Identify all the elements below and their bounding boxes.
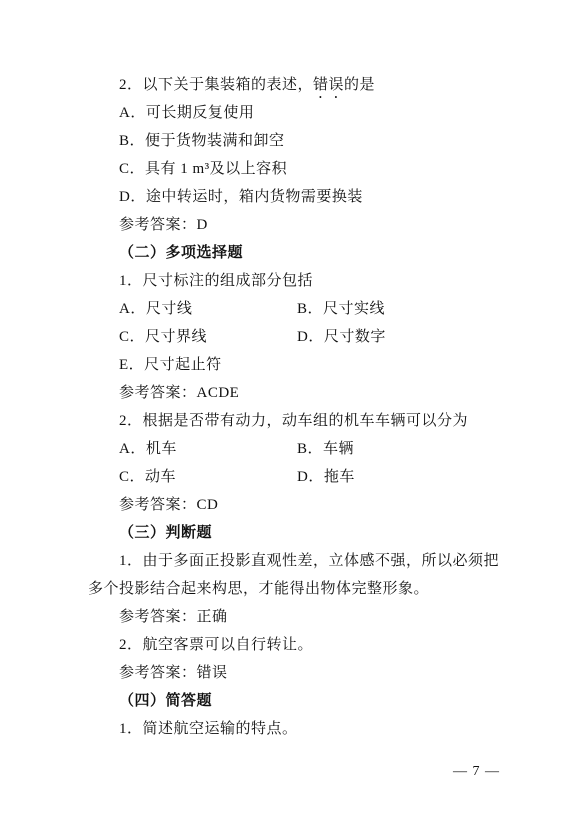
- option-d: D．尺寸数字: [297, 329, 386, 345]
- answer-value: CD: [196, 497, 219, 513]
- question-stem: [119, 71, 519, 99]
- option-b: B．便于货物装满和卸空: [119, 133, 285, 149]
- emphasized-text: 错误: [313, 77, 345, 93]
- reference-answer: [119, 211, 519, 239]
- reference-answer: [119, 659, 519, 687]
- answer-label: 参考答案：: [119, 217, 197, 233]
- stem-text: 的是: [344, 77, 376, 93]
- section-heading: （二）多项选择题: [119, 245, 244, 261]
- question-stem: 2．根据是否带有动力，动车组的机车车辆可以分为: [119, 413, 469, 429]
- option-c: C．动车: [119, 469, 177, 485]
- page-content: [88, 71, 519, 743]
- answer-value: D: [196, 217, 208, 233]
- answer-label: 参考答案：: [119, 497, 197, 513]
- option-row: [119, 463, 519, 491]
- option-c: C．具有 1 m³及以上容积: [119, 161, 288, 177]
- option-a: A．尺寸线: [119, 301, 193, 317]
- answer-label: 参考答案：: [119, 385, 197, 401]
- reference-answer: [119, 603, 519, 631]
- option-b: B．车辆: [297, 441, 355, 457]
- option-a: A．机车: [119, 441, 177, 457]
- option-d: D．拖车: [297, 469, 355, 485]
- option-a: A．可长期反复使用: [119, 105, 255, 121]
- answer-value: 正确: [196, 609, 228, 625]
- stem-text: 2．以下关于集装箱的表述，: [119, 77, 314, 93]
- question-stem: 1．简述航空运输的特点。: [119, 721, 298, 737]
- answer-label: 参考答案：: [119, 665, 197, 681]
- reference-answer: [119, 491, 519, 519]
- question-stem-line: 2．航空客票可以自行转让。: [119, 637, 314, 653]
- option-d: D．途中转运时，箱内货物需要换装: [119, 189, 363, 205]
- answer-value: ACDE: [196, 385, 240, 401]
- option-row: [119, 435, 519, 463]
- answer-label: 参考答案：: [119, 609, 197, 625]
- option-row: [119, 323, 519, 351]
- option-b: B．尺寸实线: [297, 301, 386, 317]
- option-e: E．尺寸起止符: [119, 357, 222, 373]
- question-stem-line: 1．由于多面正投影直观性差，立体感不强，所以必须把: [119, 553, 500, 569]
- answer-value: 错误: [196, 665, 228, 681]
- page-number: — 7 —: [453, 764, 500, 779]
- question-stem: 1．尺寸标注的组成部分包括: [119, 273, 314, 289]
- section-heading: （三）判断题: [119, 525, 213, 541]
- reference-answer: [119, 379, 519, 407]
- question-stem-line: 多个投影结合起来构思，才能得出物体完整形象。: [88, 581, 430, 597]
- section-heading: （四）简答题: [119, 693, 213, 709]
- option-c: C．尺寸界线: [119, 329, 208, 345]
- option-row: [119, 295, 519, 323]
